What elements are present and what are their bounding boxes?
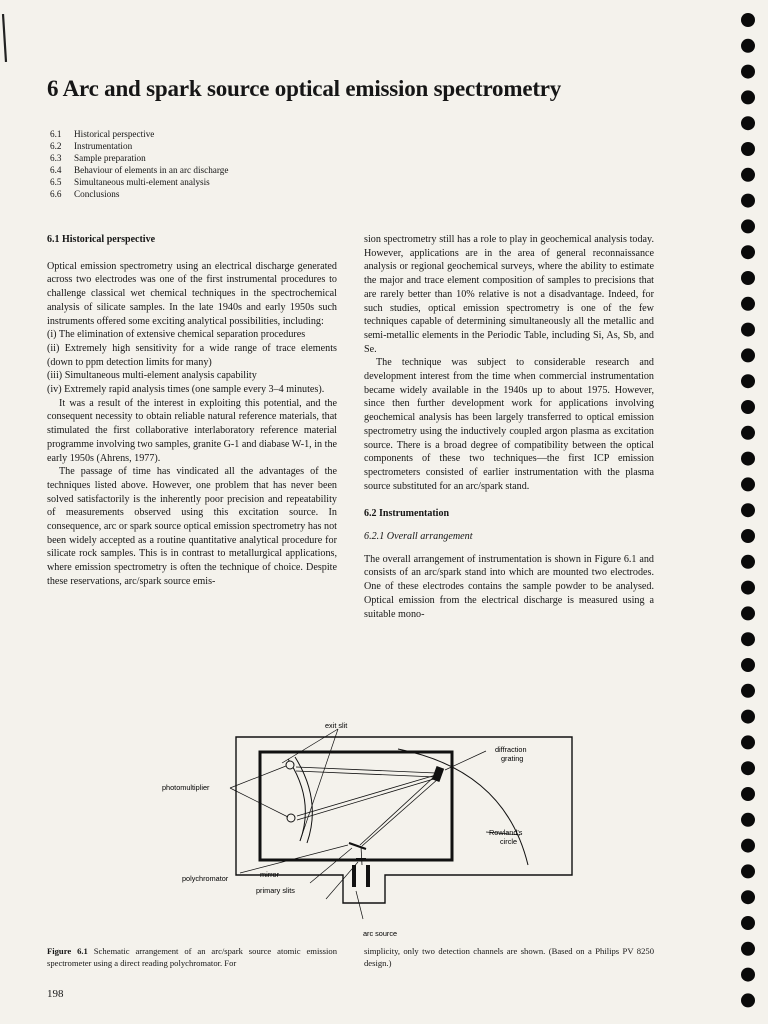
label-mirror: mirror bbox=[260, 870, 280, 879]
section-heading: 6.1 Historical perspective bbox=[47, 234, 156, 245]
page-number: 198 bbox=[47, 988, 64, 1000]
toc-item: 6.2 Instrumentation bbox=[50, 140, 133, 151]
label-rowlands-circle: Rowland's bbox=[489, 828, 523, 837]
list-item: (i) The elimination of extensive chemical separation procedures bbox=[47, 329, 306, 341]
binder-hole bbox=[741, 271, 755, 285]
binding-mark bbox=[0, 14, 8, 62]
binder-hole bbox=[741, 916, 755, 930]
paragraph: The overall arrangement of instrumentation is shown in Figure 6.1 and consists of an arc/spark stand into which are mounted two electrodes. One of these electrodes contains the sample powder to be analysed. Optical emission from the electrical discharge is measured using a suitable mono- bbox=[364, 553, 654, 620]
binder-hole bbox=[741, 606, 755, 620]
binder-hole bbox=[741, 813, 755, 827]
list-item: (iv) Extremely rapid analysis times (one sample every 3–4 minutes). bbox=[47, 384, 325, 396]
figure-label: Figure 6.1 bbox=[47, 946, 88, 956]
binder-holes bbox=[736, 0, 760, 1024]
paragraph: sion spectrometry still has a role to play in geochemical analysis today. However, applications are in the area of general reconnaissance analysis or regional geochemical surveys, where the ability to estimate the major and trace element composition of samples to precisions that are rarely better than 10% relative is not a disadvantage. Indeed, for such studies, optical emission spectrometry is one of the few techniques capable of determining simultaneously all the metallic and semi-metallic elements in the Periodic Table, including Si, As, Sb, and Se. bbox=[364, 234, 654, 355]
list-item: (iii) Simultaneous multi-element analysis capability bbox=[47, 370, 257, 382]
toc-item: 6.3 Sample preparation bbox=[50, 152, 146, 163]
binder-hole bbox=[741, 116, 755, 130]
section-heading: 6.2 Instrumentation bbox=[364, 508, 450, 520]
label-diffraction-grating: grating bbox=[501, 754, 524, 763]
paragraph: The passage of time has vindicated all the advantages of the techniques listed above. However, one problem that has never been solved satisfactorily is the inherently poor precision and repeatability of measurements observed using this excitation source. In consequence, arc or spark source optical emission spectrometry has not been widely accepted as a routine quantitative analytical procedure for silicate rock samples. This is in contrast to metallurgical applications, where emission spectrometry is often the technique of choice. Despite these reservations, arc/spark source emis- bbox=[47, 466, 337, 587]
binder-hole bbox=[741, 142, 755, 156]
primary-slits bbox=[356, 858, 366, 861]
binder-hole bbox=[741, 426, 755, 440]
binder-hole bbox=[741, 864, 755, 878]
binder-hole bbox=[741, 400, 755, 414]
binder-hole bbox=[741, 503, 755, 517]
binder-hole bbox=[741, 761, 755, 775]
label-arc-source: arc source bbox=[363, 929, 398, 938]
subsection-heading: 6.2.1 Overall arrangement bbox=[364, 531, 473, 543]
label-polychromator: polychromator bbox=[182, 874, 229, 883]
label-photomultiplier: photomultiplier bbox=[162, 783, 210, 792]
binder-hole bbox=[741, 710, 755, 724]
binder-hole bbox=[741, 168, 755, 182]
binder-hole bbox=[741, 942, 755, 956]
figure-caption-right: simplicity, only two detection channels are shown. (Based on a Philips PV 8250 design.) bbox=[364, 946, 654, 968]
binder-hole bbox=[741, 529, 755, 543]
binder-hole bbox=[741, 787, 755, 801]
photomultiplier-tube bbox=[286, 761, 294, 769]
binder-hole bbox=[741, 348, 755, 362]
paragraph: It was a result of the interest in exploiting this potential, and the consequent necessity to obtain reliable natural reference materials, that stimulated the first collaborative interlaboratory reference material programme involving two samples, granite G-1 and diabase W-1, in the early 1950s (Ahrens, 1977). bbox=[47, 397, 337, 464]
binder-hole bbox=[741, 452, 755, 466]
electrode bbox=[366, 865, 370, 887]
binder-hole bbox=[741, 323, 755, 337]
binder-hole bbox=[741, 632, 755, 646]
binder-hole bbox=[741, 968, 755, 982]
ray-paths bbox=[296, 767, 438, 846]
toc-item: 6.5 Simultaneous multi-element analysis bbox=[50, 176, 210, 187]
binder-hole bbox=[741, 245, 755, 259]
chapter-title: 6 Arc and spark source optical emission spectrometry bbox=[47, 76, 562, 101]
binder-hole bbox=[741, 684, 755, 698]
diffraction-grating bbox=[432, 766, 444, 782]
binder-hole bbox=[741, 735, 755, 749]
chapter-contents bbox=[50, 129, 228, 200]
label-rowlands-circle: circle bbox=[500, 837, 518, 846]
toc-item: 6.4 Behaviour of elements in an arc discharge bbox=[50, 164, 229, 175]
binder-hole bbox=[741, 13, 755, 27]
list-item: (ii) Extremely high sensitivity for a wide range of trace elements (down to ppm detection limits for many) bbox=[47, 342, 337, 368]
right-column bbox=[364, 233, 654, 621]
binder-hole bbox=[741, 39, 755, 53]
binder-hole bbox=[741, 581, 755, 595]
paragraph: Optical emission spectrometry using an electrical discharge generated across two electrodes was one of the first instrumental procedures to challenge classical wet chemical techniques in the spectrochemical analysis of silicate samples. In the late 1940s and early 1950s such instruments offered some exciting analytical possibilities, including: bbox=[47, 260, 337, 327]
label-primary-slits: primary slits bbox=[256, 886, 295, 895]
binder-hole bbox=[741, 374, 755, 388]
binder-hole bbox=[741, 297, 755, 311]
binder-hole bbox=[741, 839, 755, 853]
label-exit-slit: exit slit bbox=[325, 721, 348, 730]
left-column bbox=[47, 233, 337, 589]
toc-item: 6.1 Historical perspective bbox=[50, 129, 155, 139]
toc-item: 6.6 Conclusions bbox=[50, 188, 120, 199]
binder-hole bbox=[741, 890, 755, 904]
rowland-circle bbox=[398, 749, 528, 865]
label-diffraction-grating: diffraction bbox=[495, 745, 527, 754]
binder-hole bbox=[741, 658, 755, 672]
binder-hole bbox=[741, 194, 755, 208]
spectrometer-diagram bbox=[150, 715, 610, 940]
figure-caption-left: Figure 6.1 Schematic arrangement of an arc/spark source atomic emission spectrometer using a direct reading polychromator. For bbox=[47, 946, 337, 968]
binder-hole bbox=[741, 90, 755, 104]
paragraph: The technique was subject to considerable research and development interest from the time when commercial instrumentation became widely available in the 1940s up to about 1975. However, since then further development work for applications involving geochemical analysis has been largely transferred to optical emission spectrometry using the inductively coupled argon plasma as excitation source. There is a broad degree of compatibility between the optical components of these two techniques—the first ICP emission spectrometers consisted of earlier instrumentation with the plasma source substituted for an arc/spark stand. bbox=[364, 357, 654, 492]
photomultiplier-tube bbox=[287, 814, 295, 822]
binder-hole bbox=[741, 555, 755, 569]
binder-hole bbox=[741, 993, 755, 1007]
binder-hole bbox=[741, 65, 755, 79]
binder-hole bbox=[741, 477, 755, 491]
binder-hole bbox=[741, 219, 755, 233]
